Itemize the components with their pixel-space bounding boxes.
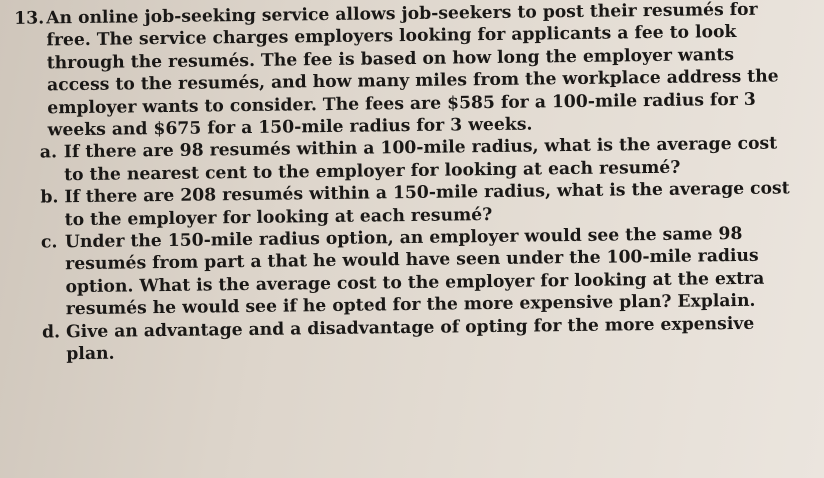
part-letter: a. [39, 142, 58, 163]
problem-13 [14, 0, 796, 142]
problem-number: 13. [14, 8, 45, 29]
problem-stem: An online job-seeking service allows job-seekers to post their resumés for free. The service charges employers looking for applicants a fee to look through the resumés. The fee is based on how long the employer wants access to the resumés, and how many miles from the workplace address the employer wants to consider. The fees are $585 for a 100-mile radius for 3 weeks and $675 for a 150-mile radius for 3 weeks. [46, 0, 779, 141]
problem-parts [40, 133, 799, 366]
part-letter: b. [40, 187, 59, 208]
part-c [41, 222, 798, 321]
part-letter: d. [41, 321, 61, 343]
part-text: If there are 98 resumés within a 100-mile radius, what is the average cost to the nearest cent to the employer for looking at each resumé? [63, 133, 778, 186]
part-d [42, 312, 798, 366]
part-text: If there are 208 resumés within a 150-mile radius, what is the average cost to the employer for looking at each resumé? [64, 178, 790, 230]
part-text: Under the 150-mile radius option, an employer would see the same 98 resumés from part a that he would have seen under the 100-mile radius option. What is the average cost to the employer for looking at the extra resumés he would see if he opted for the more expensive plan? Explain. [64, 224, 765, 320]
part-text: Give an advantage and a disadvantage of opting for the more expensive plan. [65, 313, 755, 365]
part-letter: c. [40, 232, 58, 253]
